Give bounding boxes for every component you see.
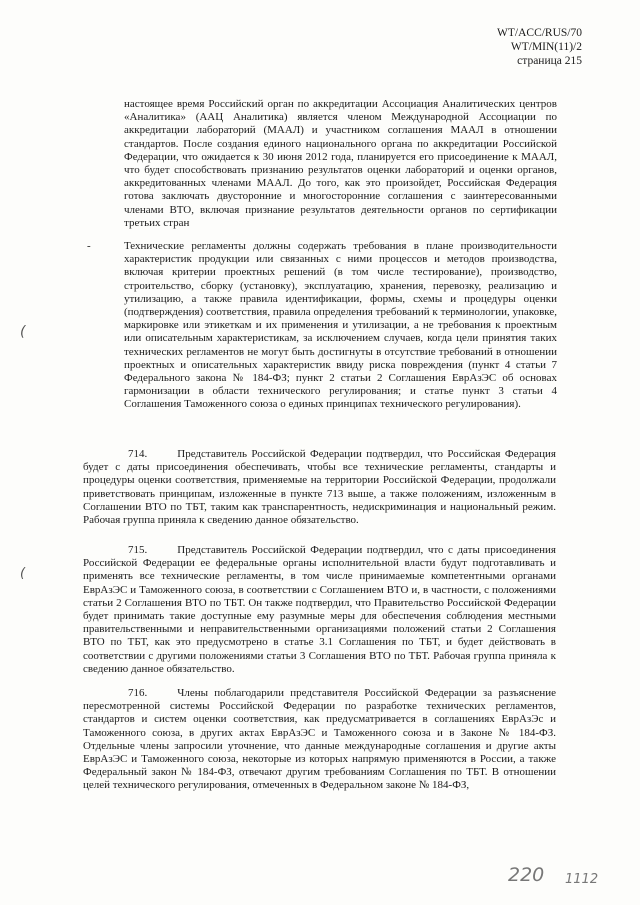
- bullet-mark: -: [87, 240, 91, 252]
- paragraph-716: [83, 687, 556, 793]
- document-symbol-1: WT/ACC/RUS/70: [497, 27, 582, 39]
- document-symbol-2: WT/MIN(11)/2: [510, 41, 582, 53]
- continuation-paragraph: настоящее время Российский орган по аккредитации Ассоциация Аналитических центров «Аналитика» (ААЦ Аналитика) является членом Международной Ассоциации по аккредитации лабораторий (МААЛ) и участником соглашения МААЛ в отношении стандартов. После создания единого национального органа по аккредитации Российской Федерации, что ожидается к 30 июня 2012 года, планируется его присоединение к МААЛ, что будет способствовать признанию результатов оценки лабораторий и оценки органов, аккредитованных членами МААЛ. До того, как это произойдет, Российская Федерация готова заключать двусторонние и многосторонние соглашения с заинтересованными членами ВТО, включая признание результатов деятельности органов по сертификации третьих стран: [124, 98, 557, 229]
- paragraph-number: 715.: [128, 544, 148, 556]
- page-number: страница 215: [517, 55, 582, 67]
- document-header: [497, 26, 582, 68]
- paragraph-715: [83, 544, 556, 676]
- bullet-paragraph: Технические регламенты должны содержать требования в плане производительности характеристик продукции или связанных с ними процессов и методов производства, включая критерии проектных решений (в том числе тестирование), производство, строительство, сборку (установку), эксплуатацию, хранения, перевозку, реализацию и утилизацию, а также правила идентификации, формы, схемы и процедуры оценки (подтверждения) соответствия, правила определения требований к терминологии, упаковке, маркировке или этикеткам и их применения и утилизации, а не требования к проектным или описательным характеристикам, за исключением случаев, когда цели принятия таких технических регламентов не могут быть достигнуты в отсутствие требований в отношении проектных и описательных характеристик ввиду риска повреждения (пункт 4 статьи 7 Федерального закона № 184-ФЗ; пункт 2 статьи 2 Соглашения ЕврАзЭС об основах гармонизации в области технического регулирования; и статье пункт 3 статьи 4 Соглашения Таможенного союза о единых принципах технического регулирования).: [124, 240, 557, 411]
- paragraph-text: Представитель Российской Федерации подтвердил, что Российская Федерация будет с даты присоединения обеспечивать, чтобы все технические регламенты, стандарты и процедуры оценки соответствия, применяемые на территории Российской Федерации, продолжали приветствовать принципам, изложенные в пункте 713 выше, а также положениям, изложенным в Соглашении ВТО по ТБТ, таким как транспарентность, недискриминация и национальный режим. Рабочая группа приняла к сведению данное обязательство.: [83, 448, 556, 527]
- paragraph-text: Представитель Российской Федерации подтвердил, что с даты присоединения Российской Федерации ее федеральные органы исполнительной власти будут подготавливать и применять все технические регламенты, в том числе принимаемые компетентными органами ЕврАзЭС и Таможенного союза, в соответствии с Соглашением ВТО и, в частности, с положениями статьи 2 Соглашения ВТО по ТБТ. Он также подтвердил, что Правительство Российской Федерации будет принимать такие доступные ему разумные меры для обеспечения соблюдения местными правительственными и неправительственными организациями положений статьи 2 Соглашения ВТО по ТБТ, как это предусмотрено в статье 3.1 Соглашения по ТБТ, и будет действовать в соответствии с другими положениями статьи 3 Соглашения ВТО по ТБТ. Рабочая группа приняла к сведению данное обязательство.: [83, 544, 556, 675]
- handwritten-annotation: 1112: [565, 872, 599, 887]
- handwritten-page-number: 220: [508, 864, 545, 886]
- paragraph-number: 714.: [128, 448, 148, 460]
- margin-mark: (: [20, 324, 26, 340]
- margin-mark: (: [20, 566, 26, 581]
- paragraph-text: Члены поблагодарили представителя Российской Федерации за разъяснение пересмотренной системы Российской Федерации по разработке технических регламентов, стандартов и систем оценки соответствия, как предусматривается в соглашениях ЕврАзЭс и Таможенного союза, в других актах ЕврАзЭС и Таможенного союза и в Законе № 184-ФЗ. Отдельные члены запросили уточнение, что данные международные соглашения и другие акты ЕврАзЭС и Таможенного союза, некоторые из которых напрямую применяются в России, а также Федеральный закон № 184-ФЗ, отвечают другим требованиям Соглашения по ТБТ. В отношении целей технического регулирования, отмеченных в Федеральном законе № 184-ФЗ,: [83, 687, 556, 792]
- paragraph-714: [83, 448, 556, 527]
- paragraph-number: 716.: [128, 687, 148, 699]
